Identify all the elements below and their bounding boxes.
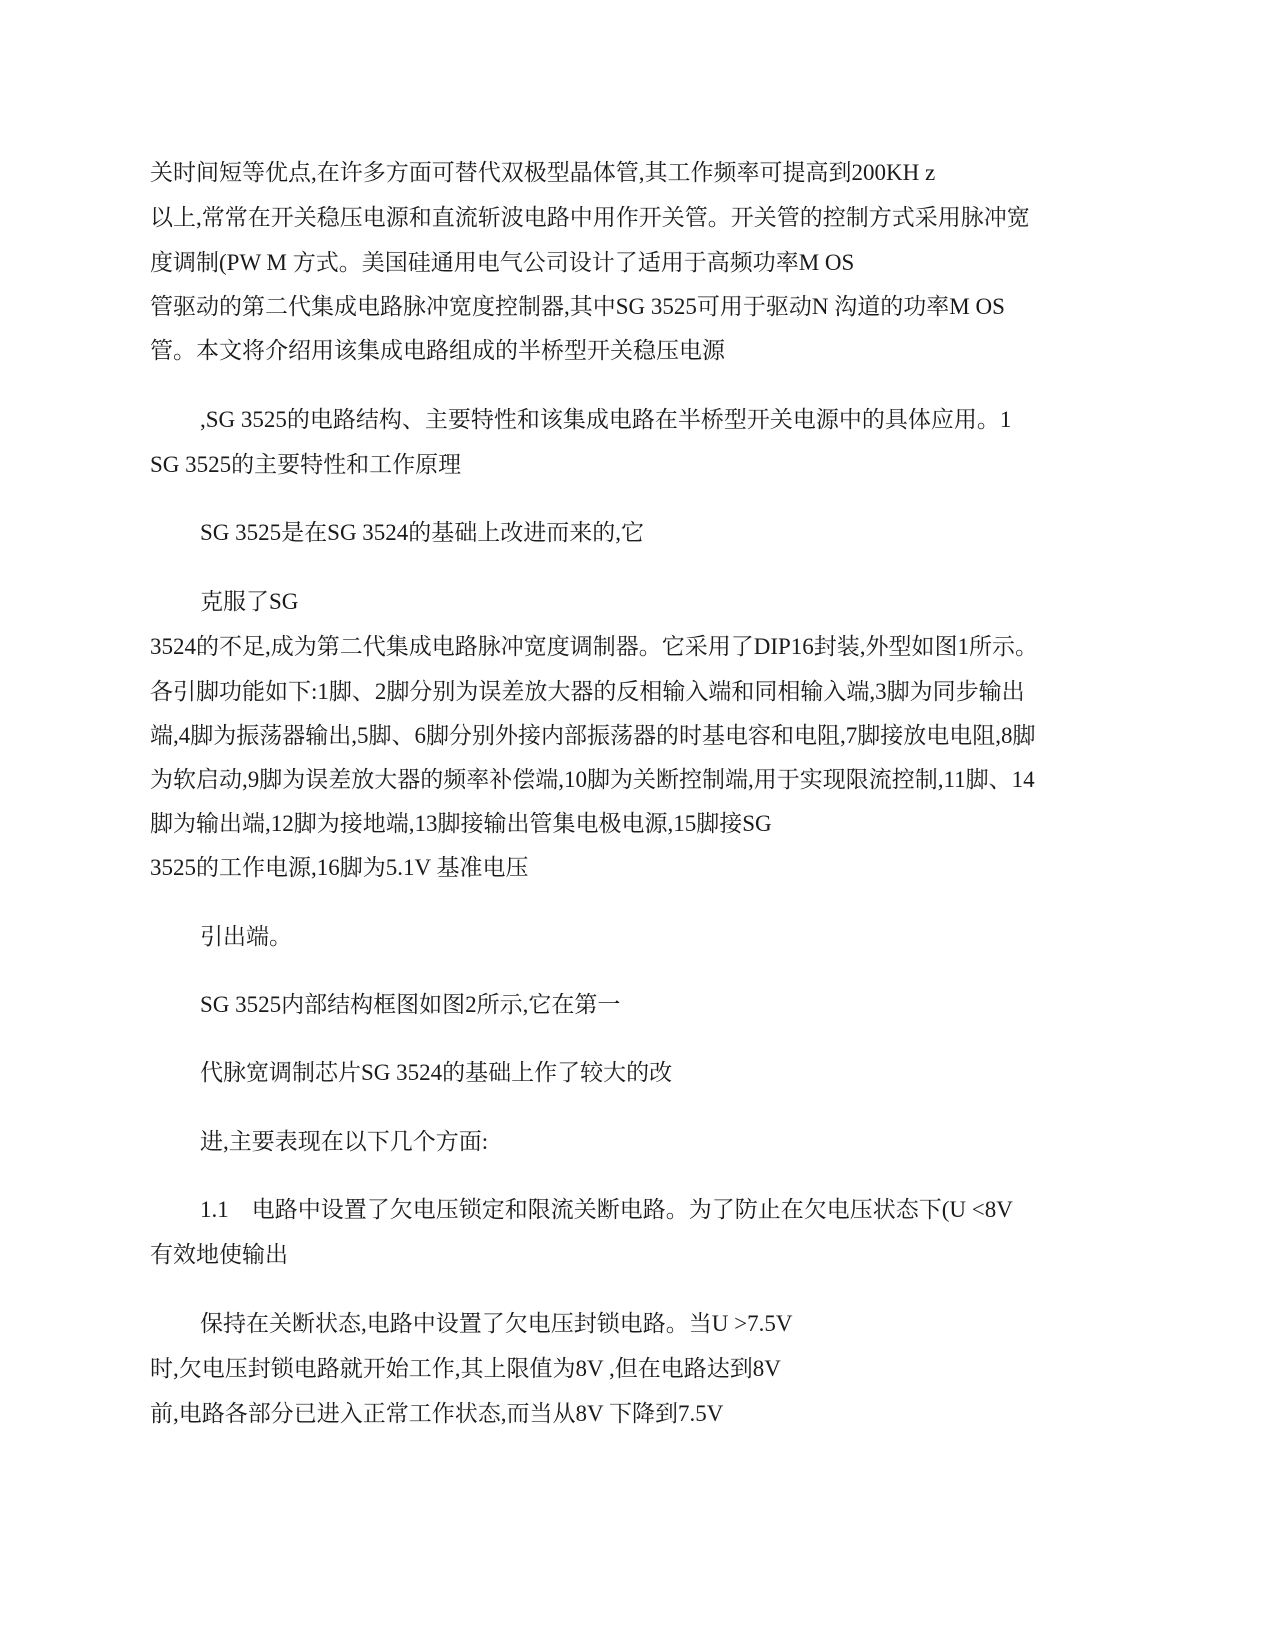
text-line: 管驱动的第二代集成电路脉冲宽度控制器,其中SG 3525可用于驱动N 沟道的功率M OS — [150, 294, 1005, 319]
text-line: 前,电路各部分已进入正常工作状态,而当从8V 下降到7.5V — [150, 1401, 724, 1426]
section-heading: SG 3525的主要特性和工作原理 — [150, 452, 462, 477]
text-line: 有效地使输出 — [150, 1242, 288, 1267]
text-line: 进,主要表现在以下几个方面: — [200, 1129, 489, 1154]
text-line: 管。本文将介绍用该集成电路组成的半桥型开关稳压电源 — [150, 338, 725, 363]
text-line: 关时间短等优点,在许多方面可替代双极型晶体管,其工作频率可提高到200KH z — [150, 160, 936, 185]
text-line: 以上,常常在开关稳压电源和直流斩波电路中用作开关管。开关管的控制方式采用脉冲宽 — [150, 205, 1030, 230]
text-line: SG 3525内部结构框图如图2所示,它在第一 — [200, 992, 621, 1017]
text-line: 克服了SG — [200, 589, 299, 614]
text-line: 各引脚功能如下:1脚、2脚分别为误差放大器的反相输入端和同相输入端,3脚为同步输出 — [150, 679, 1025, 704]
text-line: 保持在关断状态,电路中设置了欠电压封锁电路。当U >7.5V — [200, 1311, 793, 1336]
text-line: 端,4脚为振荡器输出,5脚、6脚分别外接内部振荡器的时基电容和电阻,7脚接放电电阻,8脚 — [150, 723, 1036, 748]
text-line: ,SG 3525的电路结构、主要特性和该集成电路在半桥型开关电源中的具体应用。1 — [200, 407, 1012, 432]
text-line: 3525的工作电源,16脚为5.1V 基准电压 — [150, 855, 529, 880]
text-line: 3524的不足,成为第二代集成电路脉冲宽度调制器。它采用了DIP16封装,外型如图1所示。 — [150, 634, 1039, 659]
text-line: 度调制(PW M 方式。美国硅通用电气公司设计了适用于高频功率M OS — [150, 250, 855, 275]
text-line: 为软启动,9脚为误差放大器的频率补偿端,10脚为关断控制端,用于实现限流控制,11脚、14 — [150, 767, 1035, 792]
section-heading: 1.1 电路中设置了欠电压锁定和限流关断电路。为了防止在欠电压状态下(U <8V — [200, 1197, 1013, 1222]
text-line: 时,欠电压封锁电路就开始工作,其上限值为8V ,但在电路达到8V — [150, 1356, 781, 1381]
text-line: 引出端。 — [200, 924, 292, 949]
text-line: 代脉宽调制芯片SG 3524的基础上作了较大的改 — [200, 1060, 673, 1085]
text-line: 脚为输出端,12脚为接地端,13脚接输出管集电极电源,15脚接SG — [150, 811, 772, 836]
text-line: SG 3525是在SG 3524的基础上改进而来的,它 — [200, 520, 645, 545]
